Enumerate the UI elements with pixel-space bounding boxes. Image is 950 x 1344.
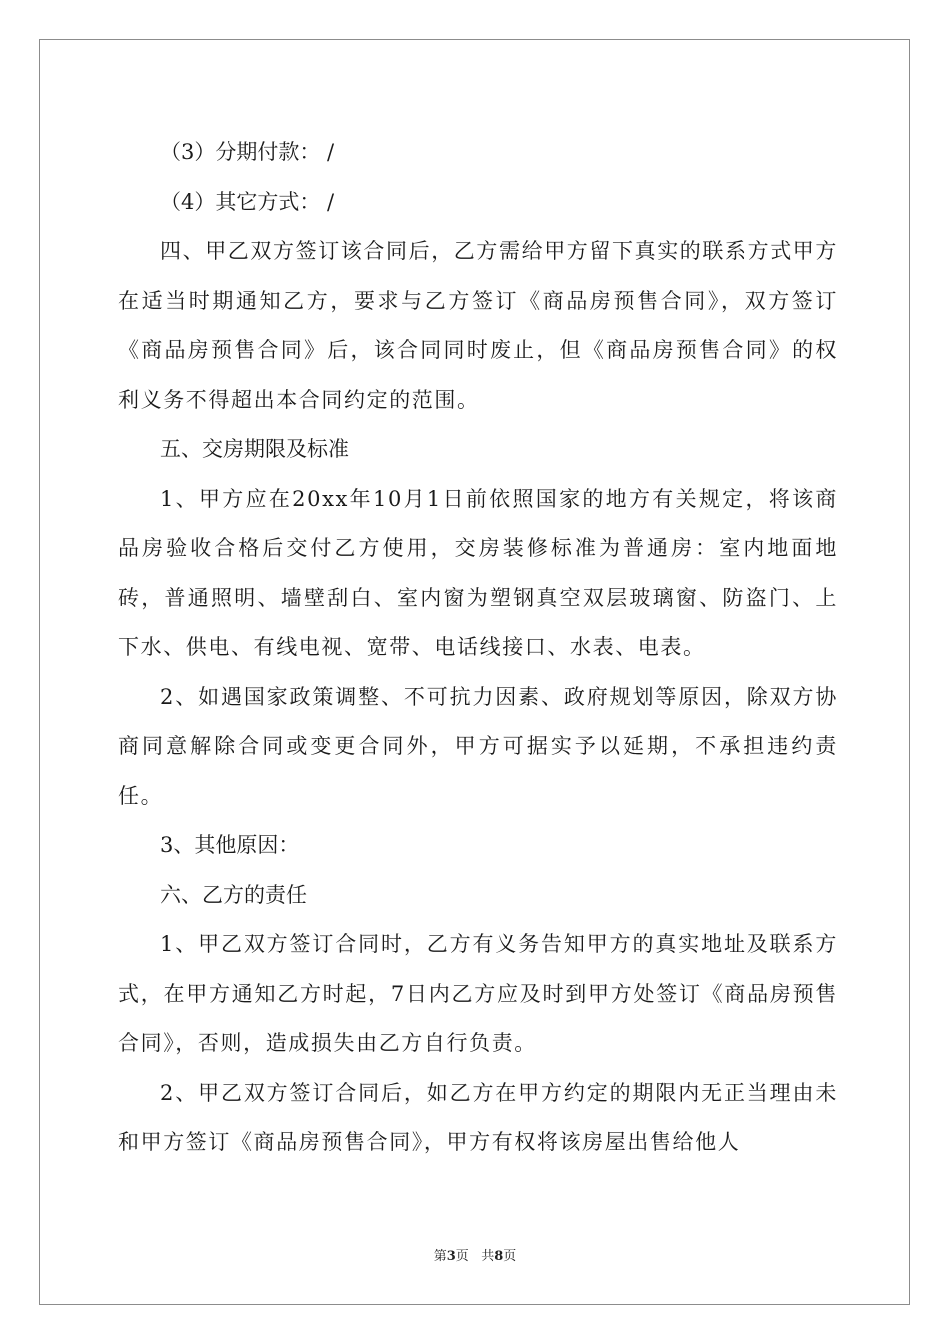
paragraph-clause-four: 四、甲乙双方签订该合同后，乙方需给甲方留下真实的联系方式甲方在适当时期通知乙方，要求与乙方签订《商品房预售合同》，双方签订《商品房预售合同》后，该合同同时废止，但《商品房预售合同》的权利义务不得超出本合同约定的范围。: [118, 239, 838, 412]
paragraph-delivery-2: 2、如遇国家政策调整、不可抗力因素、政府规划等原因，除双方协商同意解除合同或变更合同外，甲方可据实予以延期，不承担违约责任。: [118, 684, 838, 808]
page-prefix: 第: [433, 1249, 447, 1264]
paragraph-installment: （3）分期付款： /: [160, 140, 335, 164]
paragraph-delivery-1: 1、甲方应在20xx年10月1日前依照国家的地方有关规定，将该商品房验收合格后交付乙方使用，交房装修标准为普通房：室内地面地砖，普通照明、墙壁刮白、室内窗为塑钢真空双层玻璃窗、防盗门、上下水、供电、有线电视、宽带、电话线接口、水表、电表。: [118, 486, 838, 659]
paragraph-other-method: （4）其它方式： /: [160, 189, 335, 214]
total-suffix: 页: [503, 1249, 517, 1264]
paragraph-party-b-1: 1、甲乙双方签订合同时，乙方有义务告知甲方的真实地址及联系方式，在甲方通知乙方时起，7日内乙方应及时到甲方处签订《商品房预售合同》，否则，造成损失由乙方自行负责。: [118, 932, 838, 1055]
page-footer: [0, 1245, 950, 1264]
section-heading-party-b: 六、乙方的责任: [160, 882, 307, 907]
page-suffix: 页: [455, 1249, 469, 1264]
document-body: [118, 128, 838, 1168]
page-number: 3: [446, 1249, 456, 1264]
total-pages: 8: [494, 1249, 504, 1264]
total-prefix: 共: [481, 1249, 495, 1264]
paragraph-delivery-3: 3、其他原因：: [160, 833, 300, 857]
section-heading-delivery: 五、交房期限及标准: [160, 437, 349, 461]
paragraph-party-b-2: 2、甲乙双方签订合同后，如乙方在甲方约定的期限内无正当理由未和甲方签订《商品房预售合同》，甲方有权将该房屋出售给他人: [118, 1080, 838, 1154]
